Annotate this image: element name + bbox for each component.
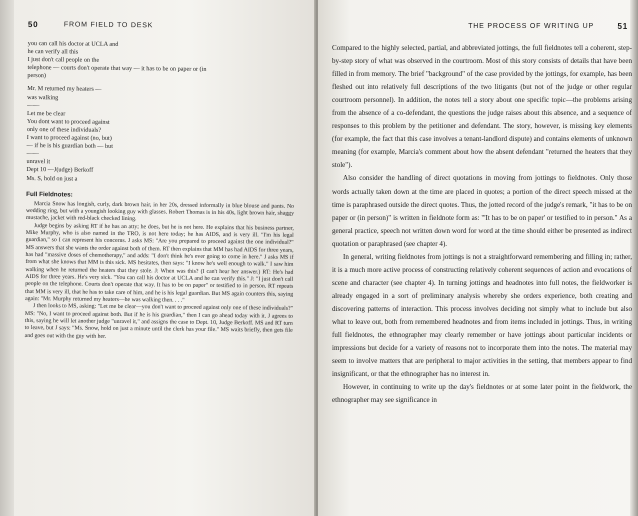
right-running-header	[332, 22, 632, 32]
jotting-separator: ——	[27, 101, 40, 109]
right-page	[318, 0, 638, 516]
right-paragraph: However, in continuing to write up the day's fieldnotes or at some later point in the fieldwork, the ethnographer may see significance in	[332, 383, 632, 405]
jotting-line: was walking	[27, 93, 59, 101]
left-running-header	[28, 20, 296, 33]
full-fieldnotes-text	[25, 201, 294, 343]
left-page-content	[25, 20, 296, 343]
jotting-line: I want to proceed against (no, but)	[26, 134, 112, 142]
jotting-line: person)	[27, 72, 47, 80]
left-paragraph: Marcia Snow has longish, curly, dark brown hair, in her 20s, dressed informally in blue blouse and pants. No wedding ring, but with a youngish looking guy with glasses. Robert Thomas is in his 40s, light brown hair, shaggy mustache, jacket with red-black checked lining.	[25, 200, 295, 223]
jottings-block	[26, 40, 295, 185]
left-paragraph: Judge begins by asking RT if he has an atty; he does, but he is not here. He explains that his business partner, Mike Murphy, who is also named in the TRO, is not here today; he has AIDS, and is very ill. "I'm his legal guardian," so I can represent his concerns. J asks MS: "Are you prepared to proceed against the one individual?" MS answers that she wants the order against both of them. RT then explains that MM has had AIDS for three years, has had "massive doses of chemotherapy," and adds: "I don't think he's ever going to come in here." J asks MS if from what she knows that MM is this sick. MS hesitates, then says: "I know he's well enough to walk." I saw him walking when he returned the heaters that they stole. J: When was this? (I can't hear her answer.) RT: He's had AIDS for three years. He's very sick. "You can call his doctor at UCLA and he can verify this." J: "I just don't call people on the telephone. Courts don't operate that way. It has to be on paper" or testified to in person. RT repeats that MM is very ill, that he has to take care of him, and he is his legal guardian. But MS again counters this, saying again: "Mr. Murphy returned my heaters—he was walking then. . . ."	[25, 222, 294, 304]
jotting-line: telephone — courts don't operate that way — it has to be on paper or (in	[27, 64, 207, 74]
jotting-line: Ms. S, hold on just a	[26, 174, 78, 183]
jotting-line: he can verify all this	[27, 48, 79, 56]
right-page-content	[332, 22, 632, 407]
jotting-line: Let me be clear	[26, 109, 66, 118]
left-paragraph: J then looks to MS, asking: "Let me be clear—you don't want to proceed against only one of these individuals?" MS: "No, I want to proceed against both. But if he is his guardian," then I can go ahead today with it. J agrees to this, saying he will let another judge "unravel it," and assigns the case to Dept. 10, Judge Berkoff. MS and RT turn to leave, but J says: "Ms. Snow, hold on just a minute until the clerk has your file." MS waits briefly, then gets file and goes out with the guy with her.	[24, 303, 294, 340]
left-running-title: FROM FIELD TO DESK	[63, 21, 154, 30]
body-text	[332, 42, 632, 407]
right-paragraph: Also consider the handling of direct quotations in moving from jottings to fieldnotes. Only those words actually taken down at the time are placed in quotes; a portion of the direct speech missed at the time is paraphrased outside the direct quotes. Thus, the jotted record of the judge's remark, "it has to be on paper or (in person)" is written in fieldnote form as: "'It has to be on paper' or testified to in person." As a general practice, speech not written down word for word at the time should either be presented as indirect quotation or paraphrased (see chapter 4).	[332, 174, 632, 248]
jotting-line: — if he is his guardian both — but	[26, 142, 113, 151]
left-page	[0, 0, 316, 516]
left-page-number: 50	[27, 20, 39, 30]
jotting-line: You dont want to proceed against	[26, 117, 110, 126]
jotting-line: you can call his doctor at UCLA and	[27, 39, 119, 48]
right-page-number: 51	[617, 22, 628, 31]
jotting-line: I just don't call people on the	[27, 56, 100, 64]
jotting-line: Mr. M returned my heaters —	[27, 85, 102, 94]
jotting-separator: ——	[26, 150, 40, 158]
full-fieldnotes-heading: Full Fieldnotes:	[26, 190, 73, 199]
jotting-line: unravel it	[26, 158, 51, 166]
right-running-title: THE PROCESS OF WRITING UP	[468, 23, 594, 30]
scan-edge-shadow	[0, 0, 14, 516]
jotting-line: only one of these individuals?	[26, 125, 102, 134]
jotting-line: Dept 10 —J(udge) Berkoff	[26, 166, 94, 175]
right-paragraph: In general, writing fieldnotes from jottings is not a straightforward remembering and filling in; rather, it is a much more active process of constructing relatively coherent sequences of action and evocations of scene and character (see chapter 4). In turning jottings and headnotes into full notes, the fieldworker is already engaged in a sort of preliminary analysis whereby she orders experience, both creating and discovering patterns of interaction. This process involves deciding not simply what to include but also what to leave out, both from remembered headnotes and from items included in jottings. Thus, in writing full fieldnotes, the ethnographer may clearly remember or have jottings about particular incidents or impressions but decide for a variety of reasons not to incorporate them into the notes. The material may seem to involve matters that are peripheral to major activities in the setting, that members appear to find insignificant, or that the ethnographer has no interest in.	[332, 252, 632, 379]
right-paragraph: Compared to the highly selected, partial, and abbreviated jottings, the full fieldnotes tell a coherent, step-by-step story of what was observed in the courtroom. Most of this story consists of details that have been filled in from memory. The brief "background" of the case provided by the jottings, for example, has been fleshed out into relatively full descriptions of the two litigants (but not of the judge or other regular courtroom personnel). In addition, the notes tell a story about one specific topic—the problems arising from the absence of a co-defendant, the questions the judge raises about this absence, and a sequence of responses to this problem by the petitioner and defendant. The story, however, is missing key elements (for example, the fact that this case involves a tenant-landlord dispute) and contains elements of unknown meaning (for example, Marcia's comment about how the absent defendant "returned the heaters that they stole").	[332, 44, 632, 170]
